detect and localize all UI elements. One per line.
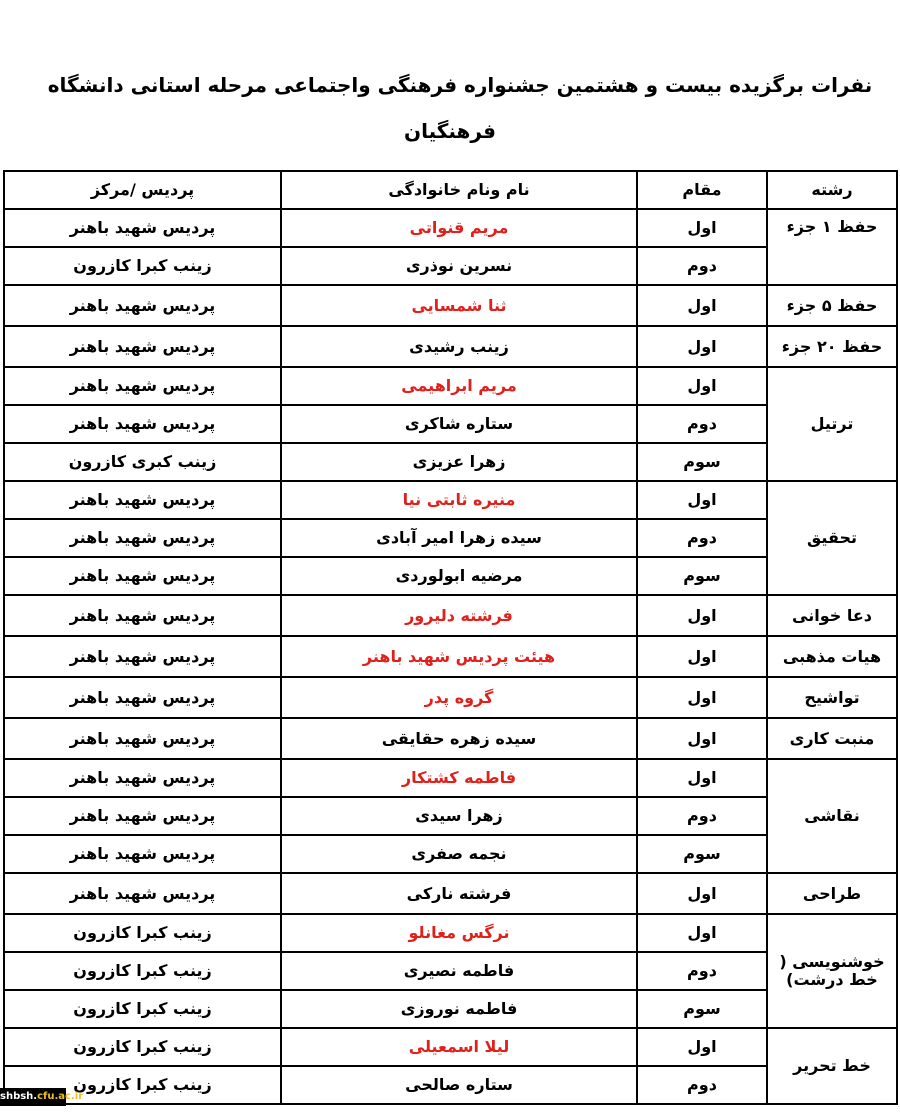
category-cell: خوشنویسی ( خط درشت) xyxy=(767,914,897,1028)
watermark xyxy=(0,1088,84,1106)
rank-cell: دوم xyxy=(637,1066,767,1104)
table-row xyxy=(4,557,897,595)
winners-table xyxy=(3,170,898,1105)
rank-cell: اول xyxy=(637,209,767,247)
campus-cell: پردیس شهید باهنر xyxy=(4,835,281,873)
table-row xyxy=(4,677,897,718)
table-row xyxy=(4,952,897,990)
campus-cell: پردیس شهید باهنر xyxy=(4,209,281,247)
category-cell: دعا خوانی xyxy=(767,595,897,636)
name-cell: هیئت پردیس شهید باهنر xyxy=(281,636,637,677)
table-row xyxy=(4,247,897,285)
table-row xyxy=(4,285,897,326)
table-row xyxy=(4,797,897,835)
name-cell: منیره ثابتی نیا xyxy=(281,481,637,519)
rank-cell: دوم xyxy=(637,247,767,285)
category-cell: حفظ ۲۰ جزء xyxy=(767,326,897,367)
table-row xyxy=(4,835,897,873)
rank-cell: اول xyxy=(637,759,767,797)
rank-cell: اول xyxy=(637,285,767,326)
category-cell: نقاشی xyxy=(767,759,897,873)
name-cell: زهرا سیدی xyxy=(281,797,637,835)
name-cell: زهرا عزیزی xyxy=(281,443,637,481)
header-rank: مقام xyxy=(637,171,767,209)
campus-cell: زینب کبرا کازرون xyxy=(4,990,281,1028)
category-cell: ترتیل xyxy=(767,367,897,481)
header-field: رشته xyxy=(767,171,897,209)
name-cell: سیده زهره حقایقی xyxy=(281,718,637,759)
campus-cell: پردیس شهید باهنر xyxy=(4,481,281,519)
campus-cell: پردیس شهید باهنر xyxy=(4,873,281,914)
rank-cell: اول xyxy=(637,481,767,519)
campus-cell: زینب کبرا کازرون xyxy=(4,1066,281,1104)
page-title xyxy=(0,62,900,154)
table-row xyxy=(4,326,897,367)
campus-cell: زینب کبرا کازرون xyxy=(4,247,281,285)
rank-cell: دوم xyxy=(637,405,767,443)
watermark-prefix: shbsh. xyxy=(0,1091,38,1102)
rank-cell: اول xyxy=(637,367,767,405)
name-cell: ستاره شاکری xyxy=(281,405,637,443)
category-cell: تواشیح xyxy=(767,677,897,718)
name-cell: ثنا شمسایی xyxy=(281,285,637,326)
name-cell: گروه پدر xyxy=(281,677,637,718)
rank-cell: سوم xyxy=(637,443,767,481)
rank-cell: دوم xyxy=(637,519,767,557)
header-name: نام ونام خانوادگی xyxy=(281,171,637,209)
campus-cell: پردیس شهید باهنر xyxy=(4,636,281,677)
name-cell: فرشته نارکی xyxy=(281,873,637,914)
table-row xyxy=(4,914,897,952)
rank-cell: سوم xyxy=(637,557,767,595)
rank-cell: اول xyxy=(637,1028,767,1066)
table-row xyxy=(4,1028,897,1066)
table-row xyxy=(4,1066,897,1104)
name-cell: فاطمه نصیری xyxy=(281,952,637,990)
name-cell: مرضیه ابولوردی xyxy=(281,557,637,595)
name-cell: فاطمه کشتکار xyxy=(281,759,637,797)
campus-cell: پردیس شهید باهنر xyxy=(4,718,281,759)
category-cell: حفظ ۱ جزء xyxy=(767,209,897,285)
table-row xyxy=(4,519,897,557)
name-cell: سیده زهرا امیر آبادی xyxy=(281,519,637,557)
rank-cell: سوم xyxy=(637,990,767,1028)
campus-cell: زینب کبرا کازرون xyxy=(4,914,281,952)
campus-cell: پردیس شهید باهنر xyxy=(4,285,281,326)
table-body xyxy=(4,209,897,1104)
rank-cell: دوم xyxy=(637,952,767,990)
name-cell: مریم ابراهیمی xyxy=(281,367,637,405)
category-cell: تحقیق xyxy=(767,481,897,595)
category-cell: خط تحریر xyxy=(767,1028,897,1104)
table-row xyxy=(4,718,897,759)
campus-cell: پردیس شهید باهنر xyxy=(4,595,281,636)
category-cell: منبت کاری xyxy=(767,718,897,759)
name-cell: فرشته دلیرور xyxy=(281,595,637,636)
category-cell: طراحی xyxy=(767,873,897,914)
rank-cell: سوم xyxy=(637,835,767,873)
rank-cell: اول xyxy=(637,718,767,759)
table-row xyxy=(4,759,897,797)
rank-cell: دوم xyxy=(637,797,767,835)
header-campus: پردیس /مرکز xyxy=(4,171,281,209)
table-row xyxy=(4,405,897,443)
campus-cell: پردیس شهید باهنر xyxy=(4,797,281,835)
name-cell: مریم قنواتی xyxy=(281,209,637,247)
rank-cell: اول xyxy=(637,595,767,636)
campus-cell: پردیس شهید باهنر xyxy=(4,677,281,718)
table-row xyxy=(4,595,897,636)
campus-cell: پردیس شهید باهنر xyxy=(4,759,281,797)
category-cell: هیات مذهبی xyxy=(767,636,897,677)
rank-cell: اول xyxy=(637,677,767,718)
table-row xyxy=(4,481,897,519)
rank-cell: اول xyxy=(637,914,767,952)
name-cell: نجمه صفری xyxy=(281,835,637,873)
title-line-2: فرهنگیان xyxy=(404,119,496,143)
table-row xyxy=(4,209,897,247)
campus-cell: زینب کبرا کازرون xyxy=(4,952,281,990)
table-row xyxy=(4,873,897,914)
name-cell: لیلا اسمعیلی xyxy=(281,1028,637,1066)
name-cell: نرگس مغانلو xyxy=(281,914,637,952)
campus-cell: پردیس شهید باهنر xyxy=(4,519,281,557)
rank-cell: اول xyxy=(637,873,767,914)
table-row xyxy=(4,990,897,1028)
rank-cell: اول xyxy=(637,636,767,677)
watermark-accent: cfu.ac.ir xyxy=(37,1091,84,1102)
campus-cell: پردیس شهید باهنر xyxy=(4,557,281,595)
table-row xyxy=(4,443,897,481)
name-cell: نسرین نوذری xyxy=(281,247,637,285)
table-row xyxy=(4,636,897,677)
campus-cell: زینب کبری کازرون xyxy=(4,443,281,481)
campus-cell: پردیس شهید باهنر xyxy=(4,367,281,405)
table-header-row xyxy=(4,171,897,209)
table-row xyxy=(4,367,897,405)
campus-cell: پردیس شهید باهنر xyxy=(4,405,281,443)
name-cell: فاطمه نوروزی xyxy=(281,990,637,1028)
rank-cell: اول xyxy=(637,326,767,367)
campus-cell: پردیس شهید باهنر xyxy=(4,326,281,367)
campus-cell: زینب کبرا کازرون xyxy=(4,1028,281,1066)
name-cell: زینب رشیدی xyxy=(281,326,637,367)
title-line-1: نفرات برگزیده بیست و هشتمین جشنواره فرهنگی واجتماعی مرحله استانی دانشگاه xyxy=(47,73,873,97)
name-cell: ستاره صالحی xyxy=(281,1066,637,1104)
category-cell: حفظ ۵ جزء xyxy=(767,285,897,326)
